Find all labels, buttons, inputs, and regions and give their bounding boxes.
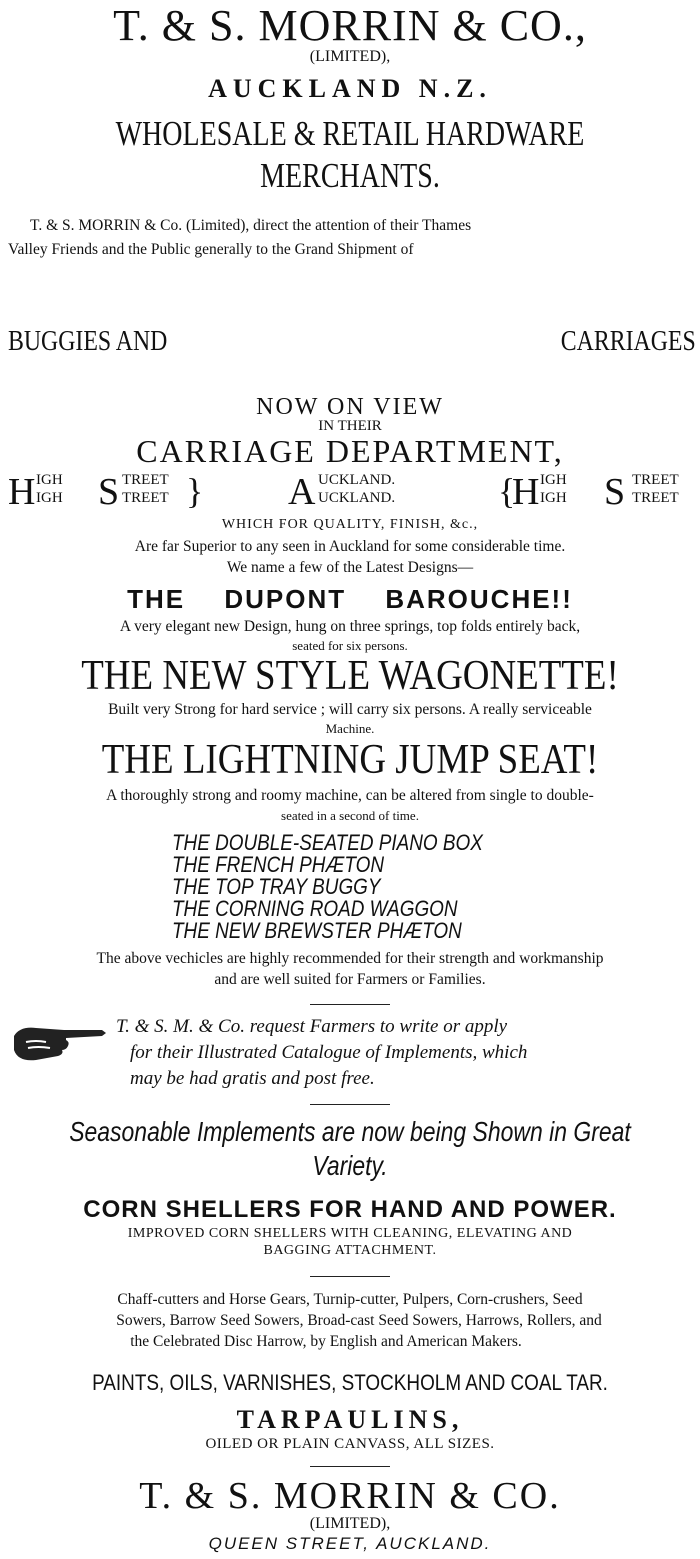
catalogue-line-2: for their Illustrated Catalogue of Implements, which <box>130 1042 528 1063</box>
seasonable-line-1: Seasonable Implements are now being Shown in Great <box>69 1116 631 1147</box>
list-item: THE NEW BREWSTER PHÆTON <box>172 918 462 943</box>
list-item: THE TOP TRAY BUGGY <box>172 874 381 899</box>
address-right-h: H <box>512 471 540 513</box>
address-center-a: A <box>288 471 316 513</box>
seasonable-line-2: Variety. <box>312 1150 388 1181</box>
footer-limited: (LIMITED), <box>309 1515 391 1532</box>
address-right-igh-2: IGH <box>540 490 567 506</box>
address-right-brace: { <box>498 471 516 511</box>
list-item: THE CORNING ROAD WAGGON <box>172 896 458 921</box>
address-right-street-1: TREET <box>632 472 679 488</box>
paints-line: PAINTS, OILS, VARNISHES, STOCKHOLM AND COAL TAR. <box>92 1370 608 1395</box>
now-on-view: NOW ON VIEW <box>256 394 444 420</box>
address-center-uckland-1: UCKLAND. <box>318 472 396 488</box>
tarpaulins-title: TARPAULINS, <box>236 1405 464 1434</box>
address-left-street-2: TREET <box>122 490 169 506</box>
wagonette-desc-2: Machine. <box>325 721 375 736</box>
address-left-igh-1: IGH <box>36 472 63 488</box>
footer-address: QUEEN STREET, AUCKLAND. <box>208 1534 492 1553</box>
address-center-uckland-2: UCKLAND. <box>318 490 396 506</box>
address-left-brace: } <box>186 471 204 511</box>
corn-title: CORN SHELLERS FOR HAND AND POWER. <box>83 1196 617 1223</box>
location-heading: AUCKLAND N.Z. <box>208 74 492 103</box>
address-left-h: H <box>8 471 36 513</box>
divider <box>310 1276 390 1277</box>
recommend-line-2: and are well suited for Farmers or Families. <box>214 971 486 988</box>
quality-line-1: WHICH FOR QUALITY, FINISH, &c., <box>221 517 479 532</box>
intro-line-1: T. & S. MORRIN & Co. (Limited), direct the attention of their Thames <box>30 217 472 234</box>
models-list <box>172 832 533 942</box>
chaff-line-3: the Celebrated Disc Harrow, by English and American Makers. <box>130 1333 522 1350</box>
address-right-s: S <box>604 471 626 513</box>
company-name: T. & S. MORRIN & CO., <box>113 1 587 50</box>
footer-company: T. & S. MORRIN & CO. <box>139 1475 561 1517</box>
dupont-desc-1: A very elegant new Design, hung on three springs, top folds entirely back, <box>119 618 581 635</box>
business-line-1: WHOLESALE & RETAIL HARDWARE <box>115 114 585 153</box>
corn-sub-1: IMPROVED CORN SHELLERS WITH CLEANING, ELEVATING AND <box>127 1226 573 1241</box>
list-item: THE DOUBLE-SEATED PIANO BOX <box>172 830 483 855</box>
buggies-right: CARRIAGES <box>561 326 696 357</box>
carriage-department: CARRIAGE DEPARTMENT, <box>136 433 564 469</box>
dupont-title: THE DUPONT BAROUCHE!! <box>127 584 573 614</box>
address-left-igh-2: IGH <box>36 490 63 506</box>
company-limited: (LIMITED), <box>309 48 391 65</box>
in-their: IN THEIR <box>318 418 382 434</box>
divider <box>310 1466 390 1467</box>
intro-line-2: Valley Friends and the Public generally to the Grand Shipment of <box>8 241 414 258</box>
address-right-igh-1: IGH <box>540 472 567 488</box>
chaff-line-1: Chaff-cutters and Horse Gears, Turnip-cutter, Pulpers, Corn-crushers, Seed <box>117 1291 583 1308</box>
buggies-left: BUGGIES AND <box>8 326 168 357</box>
address-left-s: S <box>98 471 120 513</box>
pointing-hand-icon <box>6 1018 106 1066</box>
recommend-line-1: The above vechicles are highly recommended for their strength and workmanship <box>96 950 604 967</box>
divider <box>310 1104 390 1105</box>
jumpseat-desc-1: A thoroughly strong and roomy machine, can be altered from single to double- <box>106 787 594 804</box>
quality-line-3: We name a few of the Latest Designs— <box>226 559 474 576</box>
jumpseat-title: THE LIGHTNING JUMP SEAT! <box>101 737 599 783</box>
business-line-2: MERCHANTS. <box>260 156 440 195</box>
wagonette-desc-1: Built very Strong for hard service ; will carry six persons. A really serviceable <box>108 701 592 718</box>
chaff-line-2: Sowers, Barrow Seed Sowers, Broad-cast Seed Sowers, Harrows, Rollers, and <box>116 1312 602 1329</box>
address-right-street-2: TREET <box>632 490 679 506</box>
jumpseat-desc-2: seated in a second of time. <box>281 808 419 823</box>
divider <box>310 1004 390 1005</box>
wagonette-title: THE NEW STYLE WAGONETTE! <box>81 653 619 699</box>
corn-sub-2: BAGGING ATTACHMENT. <box>263 1243 437 1258</box>
tarpaulins-sub: OILED OR PLAIN CANVASS, ALL SIZES. <box>205 1436 495 1452</box>
list-item: THE FRENCH PHÆTON <box>172 852 384 877</box>
address-left-street-1: TREET <box>122 472 169 488</box>
catalogue-line-3: may be had gratis and post free. <box>130 1068 375 1089</box>
quality-line-2: Are far Superior to any seen in Auckland for some considerable time. <box>134 538 566 555</box>
catalogue-line-1: T. & S. M. & Co. request Farmers to write or apply <box>116 1016 508 1037</box>
dupont-desc-2: seated for six persons. <box>292 638 408 653</box>
